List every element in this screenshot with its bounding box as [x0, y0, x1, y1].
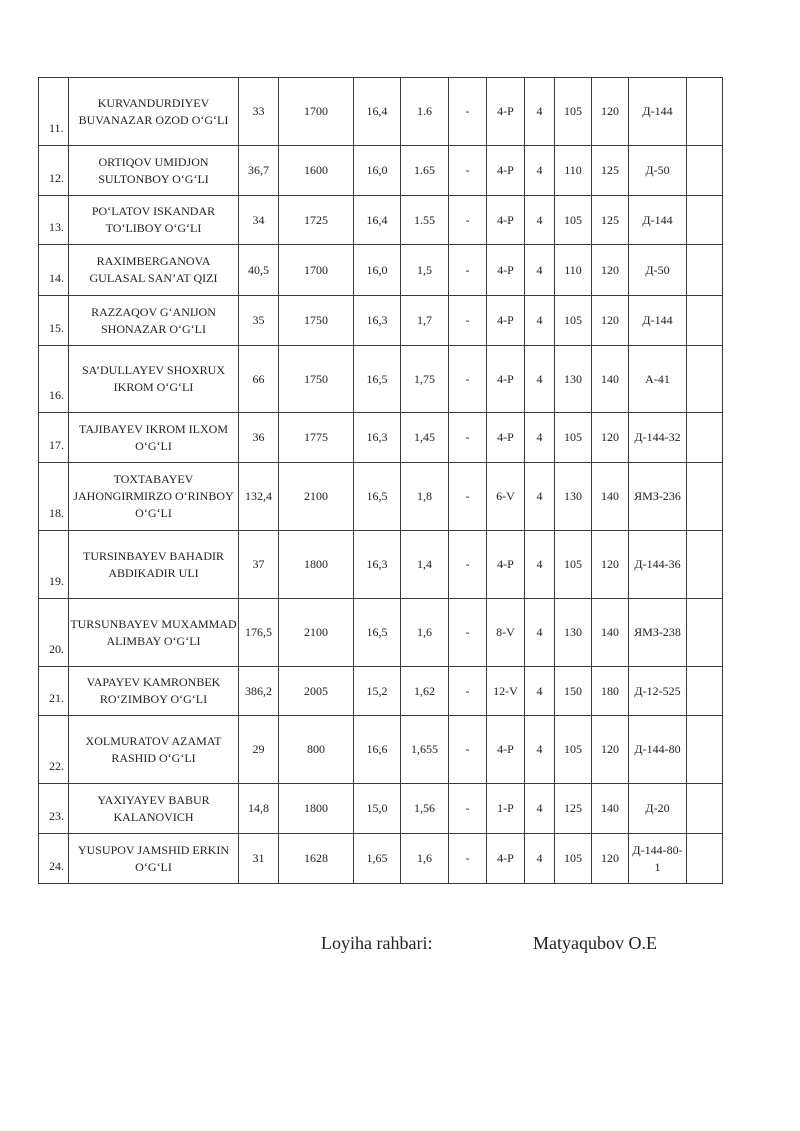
value-cell: 132,4 — [239, 463, 279, 531]
value-cell: Д-12-525 — [629, 667, 687, 716]
value-cell: 16,0 — [354, 245, 401, 296]
value-cell: 4 — [525, 245, 555, 296]
value-cell: - — [449, 245, 487, 296]
value-cell: Д-144-36 — [629, 531, 687, 599]
row-number-cell: 17. — [39, 413, 69, 463]
value-cell: 16,0 — [354, 146, 401, 196]
value-cell — [687, 196, 723, 245]
value-cell: 1,45 — [401, 413, 449, 463]
value-cell: 4 — [525, 834, 555, 884]
value-cell: 140 — [592, 346, 629, 413]
value-cell: 105 — [555, 531, 592, 599]
table-row — [39, 245, 723, 296]
row-number-cell: 13. — [39, 196, 69, 245]
value-cell: 105 — [555, 716, 592, 784]
value-cell: 4-P — [487, 834, 525, 884]
value-cell: 105 — [555, 78, 592, 146]
value-cell: Д-50 — [629, 146, 687, 196]
row-number-cell: 16. — [39, 346, 69, 413]
value-cell: 16,6 — [354, 716, 401, 784]
value-cell — [687, 146, 723, 196]
value-cell: 130 — [555, 599, 592, 667]
value-cell: Д-144 — [629, 196, 687, 245]
value-cell — [687, 463, 723, 531]
value-cell: 4 — [525, 78, 555, 146]
name-cell: YUSUPOV JAMSHID ERKIN O‘G‘LI — [69, 834, 239, 884]
value-cell: - — [449, 346, 487, 413]
value-cell: - — [449, 296, 487, 346]
value-cell: 800 — [279, 716, 354, 784]
table-row — [39, 667, 723, 716]
value-cell — [687, 531, 723, 599]
name-cell: TURSUNBAYEV MUXAMMAD ALIMBAY O‘G‘LI — [69, 599, 239, 667]
value-cell: 16,5 — [354, 346, 401, 413]
value-cell: 120 — [592, 716, 629, 784]
value-cell: 6-V — [487, 463, 525, 531]
value-cell: 120 — [592, 834, 629, 884]
value-cell: 1750 — [279, 346, 354, 413]
table-row — [39, 196, 723, 245]
value-cell: 15,2 — [354, 667, 401, 716]
value-cell: 1,65 — [354, 834, 401, 884]
value-cell: 4 — [525, 196, 555, 245]
value-cell: 1.55 — [401, 196, 449, 245]
table-row — [39, 146, 723, 196]
value-cell: 1700 — [279, 78, 354, 146]
value-cell: - — [449, 834, 487, 884]
value-cell: 16,3 — [354, 413, 401, 463]
value-cell: 176,5 — [239, 599, 279, 667]
table-row — [39, 78, 723, 146]
value-cell: 4-P — [487, 146, 525, 196]
value-cell: 125 — [592, 196, 629, 245]
results-table — [38, 77, 723, 884]
value-cell: Д-144-80-1 — [629, 834, 687, 884]
table-body — [39, 78, 723, 884]
value-cell: 4-P — [487, 531, 525, 599]
table-row — [39, 531, 723, 599]
signature-name: Matyaqubov O.E — [533, 933, 657, 953]
value-cell: - — [449, 196, 487, 245]
value-cell: 1750 — [279, 296, 354, 346]
table-row — [39, 716, 723, 784]
value-cell: 1800 — [279, 531, 354, 599]
value-cell: 12-V — [487, 667, 525, 716]
value-cell: 1,655 — [401, 716, 449, 784]
value-cell: 120 — [592, 413, 629, 463]
value-cell: ЯМЗ-238 — [629, 599, 687, 667]
value-cell: 2100 — [279, 599, 354, 667]
name-cell: TURSINBAYEV BAHADIR ABDIKADIR ULI — [69, 531, 239, 599]
value-cell: 34 — [239, 196, 279, 245]
value-cell: 1800 — [279, 784, 354, 834]
value-cell — [687, 784, 723, 834]
table-row — [39, 346, 723, 413]
value-cell: 16,3 — [354, 531, 401, 599]
name-cell: XOLMURATOV AZAMAT RASHID O‘G‘LI — [69, 716, 239, 784]
value-cell: 16,3 — [354, 296, 401, 346]
value-cell: 130 — [555, 346, 592, 413]
value-cell: 1.6 — [401, 78, 449, 146]
name-cell: TOXTABAYEV JAHONGIRMIRZO O‘RINBOY O‘G‘LI — [69, 463, 239, 531]
value-cell: 140 — [592, 784, 629, 834]
value-cell: 16,5 — [354, 599, 401, 667]
value-cell: - — [449, 716, 487, 784]
row-number-cell: 19. — [39, 531, 69, 599]
value-cell: - — [449, 599, 487, 667]
value-cell — [687, 245, 723, 296]
table-row — [39, 413, 723, 463]
value-cell: Д-144 — [629, 296, 687, 346]
value-cell: 125 — [555, 784, 592, 834]
value-cell: 105 — [555, 196, 592, 245]
table-row — [39, 463, 723, 531]
table-row — [39, 834, 723, 884]
value-cell: - — [449, 667, 487, 716]
value-cell: Д-144-80 — [629, 716, 687, 784]
value-cell: 29 — [239, 716, 279, 784]
value-cell: 2100 — [279, 463, 354, 531]
value-cell — [687, 78, 723, 146]
value-cell: 105 — [555, 413, 592, 463]
value-cell: 4-P — [487, 413, 525, 463]
value-cell: 1,4 — [401, 531, 449, 599]
value-cell: 1,56 — [401, 784, 449, 834]
row-number-cell: 14. — [39, 245, 69, 296]
value-cell: 14,8 — [239, 784, 279, 834]
value-cell: 1,6 — [401, 834, 449, 884]
value-cell: - — [449, 784, 487, 834]
row-number-cell: 20. — [39, 599, 69, 667]
name-cell: YAXIYAYEV BABUR KALANOVICH — [69, 784, 239, 834]
value-cell: 1.65 — [401, 146, 449, 196]
value-cell — [687, 667, 723, 716]
table-row — [39, 784, 723, 834]
value-cell: - — [449, 463, 487, 531]
value-cell: 36,7 — [239, 146, 279, 196]
value-cell — [687, 599, 723, 667]
value-cell: 130 — [555, 463, 592, 531]
value-cell: 4 — [525, 599, 555, 667]
value-cell: 386,2 — [239, 667, 279, 716]
value-cell: 37 — [239, 531, 279, 599]
value-cell: 110 — [555, 245, 592, 296]
value-cell: 4 — [525, 346, 555, 413]
value-cell: 40,5 — [239, 245, 279, 296]
table-row — [39, 599, 723, 667]
value-cell: 105 — [555, 296, 592, 346]
value-cell: Д-50 — [629, 245, 687, 296]
value-cell: 120 — [592, 245, 629, 296]
value-cell: 31 — [239, 834, 279, 884]
value-cell: 1700 — [279, 245, 354, 296]
value-cell: A-41 — [629, 346, 687, 413]
row-number-cell: 18. — [39, 463, 69, 531]
value-cell: 4 — [525, 296, 555, 346]
name-cell: PO‘LATOV ISKANDAR TO‘LIBOY O‘G‘LI — [69, 196, 239, 245]
value-cell: 15,0 — [354, 784, 401, 834]
value-cell — [687, 834, 723, 884]
value-cell: - — [449, 78, 487, 146]
value-cell: 1,6 — [401, 599, 449, 667]
value-cell — [687, 296, 723, 346]
value-cell: 1600 — [279, 146, 354, 196]
value-cell — [687, 413, 723, 463]
value-cell: 36 — [239, 413, 279, 463]
name-cell: VAPAYEV KAMRONBEK RO‘ZIMBOY O‘G‘LI — [69, 667, 239, 716]
value-cell: 8-V — [487, 599, 525, 667]
value-cell: 150 — [555, 667, 592, 716]
value-cell: - — [449, 531, 487, 599]
value-cell: 16,4 — [354, 196, 401, 245]
value-cell: 1628 — [279, 834, 354, 884]
value-cell: 120 — [592, 78, 629, 146]
value-cell: 4-P — [487, 296, 525, 346]
value-cell: 4-P — [487, 78, 525, 146]
value-cell: 1,7 — [401, 296, 449, 346]
row-number-cell: 15. — [39, 296, 69, 346]
value-cell: 180 — [592, 667, 629, 716]
value-cell: 110 — [555, 146, 592, 196]
value-cell: 1,5 — [401, 245, 449, 296]
value-cell: 35 — [239, 296, 279, 346]
value-cell — [687, 716, 723, 784]
value-cell: 4 — [525, 146, 555, 196]
value-cell: 120 — [592, 296, 629, 346]
value-cell: 16,4 — [354, 78, 401, 146]
row-number-cell: 11. — [39, 78, 69, 146]
value-cell: 4 — [525, 531, 555, 599]
value-cell: 1-P — [487, 784, 525, 834]
value-cell: 105 — [555, 834, 592, 884]
value-cell: 4-P — [487, 245, 525, 296]
name-cell: ORTIQOV UMIDJON SULTONBOY O‘G‘LI — [69, 146, 239, 196]
row-number-cell: 21. — [39, 667, 69, 716]
value-cell: Д-20 — [629, 784, 687, 834]
signature-label: Loyiha rahbari: — [321, 933, 433, 953]
row-number-cell: 22. — [39, 716, 69, 784]
value-cell: ЯМЗ-236 — [629, 463, 687, 531]
value-cell: 66 — [239, 346, 279, 413]
value-cell: 1,62 — [401, 667, 449, 716]
value-cell: 4 — [525, 716, 555, 784]
value-cell: 4 — [525, 667, 555, 716]
name-cell: TAJIBAYEV IKROM ILXOM O‘G‘LI — [69, 413, 239, 463]
value-cell: 1725 — [279, 196, 354, 245]
value-cell — [687, 346, 723, 413]
value-cell: 4-P — [487, 196, 525, 245]
value-cell: Д-144 — [629, 78, 687, 146]
name-cell: RAZZAQOV G‘ANIJON SHONAZAR O‘G‘LI — [69, 296, 239, 346]
name-cell: SA’DULLAYEV SHOXRUX IKROM O‘G‘LI — [69, 346, 239, 413]
table-row — [39, 296, 723, 346]
value-cell: 16,5 — [354, 463, 401, 531]
value-cell: 4 — [525, 463, 555, 531]
value-cell: 4 — [525, 413, 555, 463]
value-cell: 1,75 — [401, 346, 449, 413]
value-cell: 4-P — [487, 346, 525, 413]
value-cell: Д-144-32 — [629, 413, 687, 463]
value-cell: 125 — [592, 146, 629, 196]
value-cell: 140 — [592, 463, 629, 531]
value-cell: 4-P — [487, 716, 525, 784]
name-cell: RAXIMBERGANOVA GULASAL SAN’AT QIZI — [69, 245, 239, 296]
row-number-cell: 24. — [39, 834, 69, 884]
value-cell: - — [449, 146, 487, 196]
value-cell: 140 — [592, 599, 629, 667]
value-cell: 120 — [592, 531, 629, 599]
row-number-cell: 12. — [39, 146, 69, 196]
name-cell: KURVANDURDIYEV BUVANAZAR OZOD O‘G‘LI — [69, 78, 239, 146]
value-cell: 33 — [239, 78, 279, 146]
value-cell: 2005 — [279, 667, 354, 716]
value-cell: - — [449, 413, 487, 463]
row-number-cell: 23. — [39, 784, 69, 834]
value-cell: 4 — [525, 784, 555, 834]
value-cell: 1775 — [279, 413, 354, 463]
value-cell: 1,8 — [401, 463, 449, 531]
